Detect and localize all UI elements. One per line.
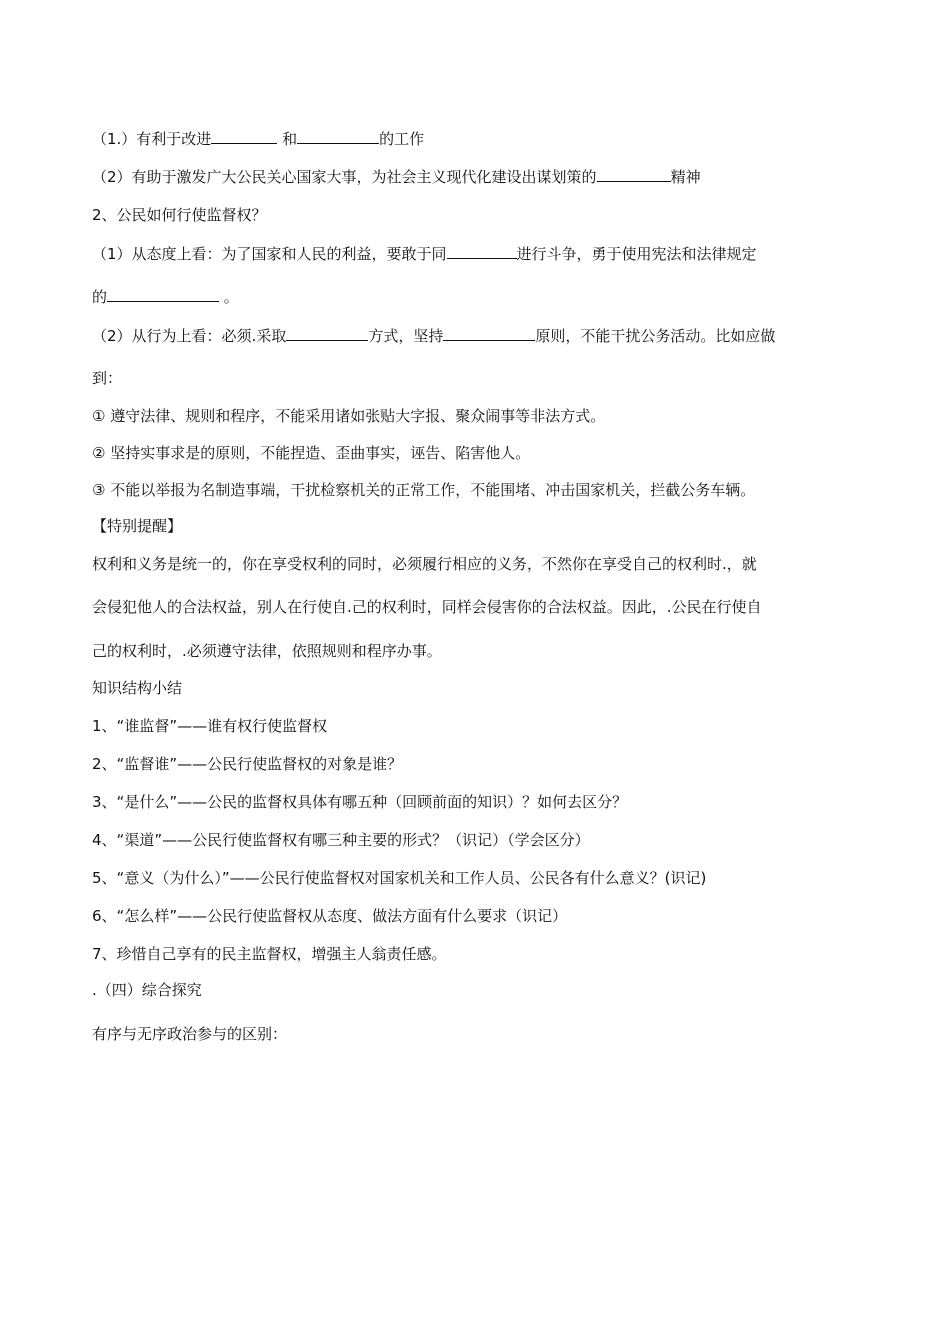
reminder-paragraph-line-1: 权利和义务是统一的，你在享受权利的同时，必须履行相应的义务，不然你在享受自己的权利时.，就 xyxy=(92,555,757,573)
item-2-inspire-citizens xyxy=(92,166,852,187)
attitude-line-continued xyxy=(92,286,852,307)
summary-item-4: 4、“渠道”——公民行使监督权有哪三种主要的形式？（识记）（学会区分） xyxy=(92,831,590,849)
question-heading: 2、公民如何行使监督权？ xyxy=(92,206,267,224)
text: （2）有助于激发广大公民关心国家大事，为社会主义现代化建设出谋划策的 xyxy=(92,168,597,186)
text: 的 xyxy=(92,288,108,306)
text: 方式，坚持 xyxy=(368,327,444,345)
text: 和 xyxy=(277,130,298,148)
summary-item-3: 3、“是什么”——公民的监督权具体有哪五种（回顾前面的知识）？如何去区分？ xyxy=(92,793,628,811)
behavior-line xyxy=(92,325,852,346)
reminder-paragraph-line-2: 会侵犯他人的合法权益，别人在行使自.己的权利时，同样会侵害你的合法权益。因此，.公民在行使自 xyxy=(92,598,762,616)
fill-blank[interactable] xyxy=(107,286,219,302)
fill-blank[interactable] xyxy=(447,243,517,259)
rule-item-3: ③ 不能以举报为名制造事端，干扰检察机关的正常工作，不能围堵、冲击国家机关，拦截公务车辆。 xyxy=(92,481,756,499)
text: 原则，不能干扰公务活动。比如应做 xyxy=(535,327,776,345)
text: 。 xyxy=(219,288,239,306)
summary-heading: 知识结构小结 xyxy=(92,679,183,697)
reminder-paragraph-line-3: 己的权利时，.必须遵守法律，依照规则和程序办事。 xyxy=(92,642,442,660)
text: 进行斗争，勇于使用宪法和法律规定 xyxy=(516,245,757,263)
attitude-line xyxy=(92,243,852,264)
fill-blank[interactable] xyxy=(286,325,368,341)
item-1-improve-work xyxy=(92,128,852,149)
section-four-heading: .（四）综合探究 xyxy=(92,981,202,999)
text: （1.）有利于改进 xyxy=(92,130,212,148)
behavior-line-continued: 到： xyxy=(92,369,123,387)
comparison-prompt: 有序与无序政治参与的区别： xyxy=(92,1025,288,1043)
fill-blank[interactable] xyxy=(597,166,671,182)
rule-item-2: ② 坚持实事求是的原则，不能捏造、歪曲事实，诬告、陷害他人。 xyxy=(92,444,531,462)
fill-blank[interactable] xyxy=(211,128,277,144)
summary-item-1: 1、“谁监督”——谁有权行使监督权 xyxy=(92,717,328,735)
summary-item-6: 6、“怎么样”——公民行使监督权从态度、做法方面有什么要求（识记） xyxy=(92,907,568,925)
text: 的工作 xyxy=(379,130,425,148)
rule-item-1: ① 遵守法律、规则和程序，不能采用诸如张贴大字报、聚众闹事等非法方式。 xyxy=(92,407,606,425)
fill-blank[interactable] xyxy=(297,128,379,144)
summary-item-2: 2、“监督谁”——公民行使监督权的对象是谁？ xyxy=(92,755,403,773)
special-reminder-heading: 【特别提醒】 xyxy=(92,517,183,535)
text: 精神 xyxy=(670,168,701,186)
text: （2）从行为上看：必须.采取 xyxy=(92,327,287,345)
fill-blank[interactable] xyxy=(443,325,535,341)
summary-item-7: 7、珍惜自己享有的民主监督权，增强主人翁责任感。 xyxy=(92,945,447,963)
text: （1）从态度上看：为了国家和人民的利益，要敢于同 xyxy=(92,245,447,263)
summary-item-5: 5、“意义（为什么）”——公民行使监督权对国家机关和工作人员、公民各有什么意义？(识记) xyxy=(92,869,707,887)
